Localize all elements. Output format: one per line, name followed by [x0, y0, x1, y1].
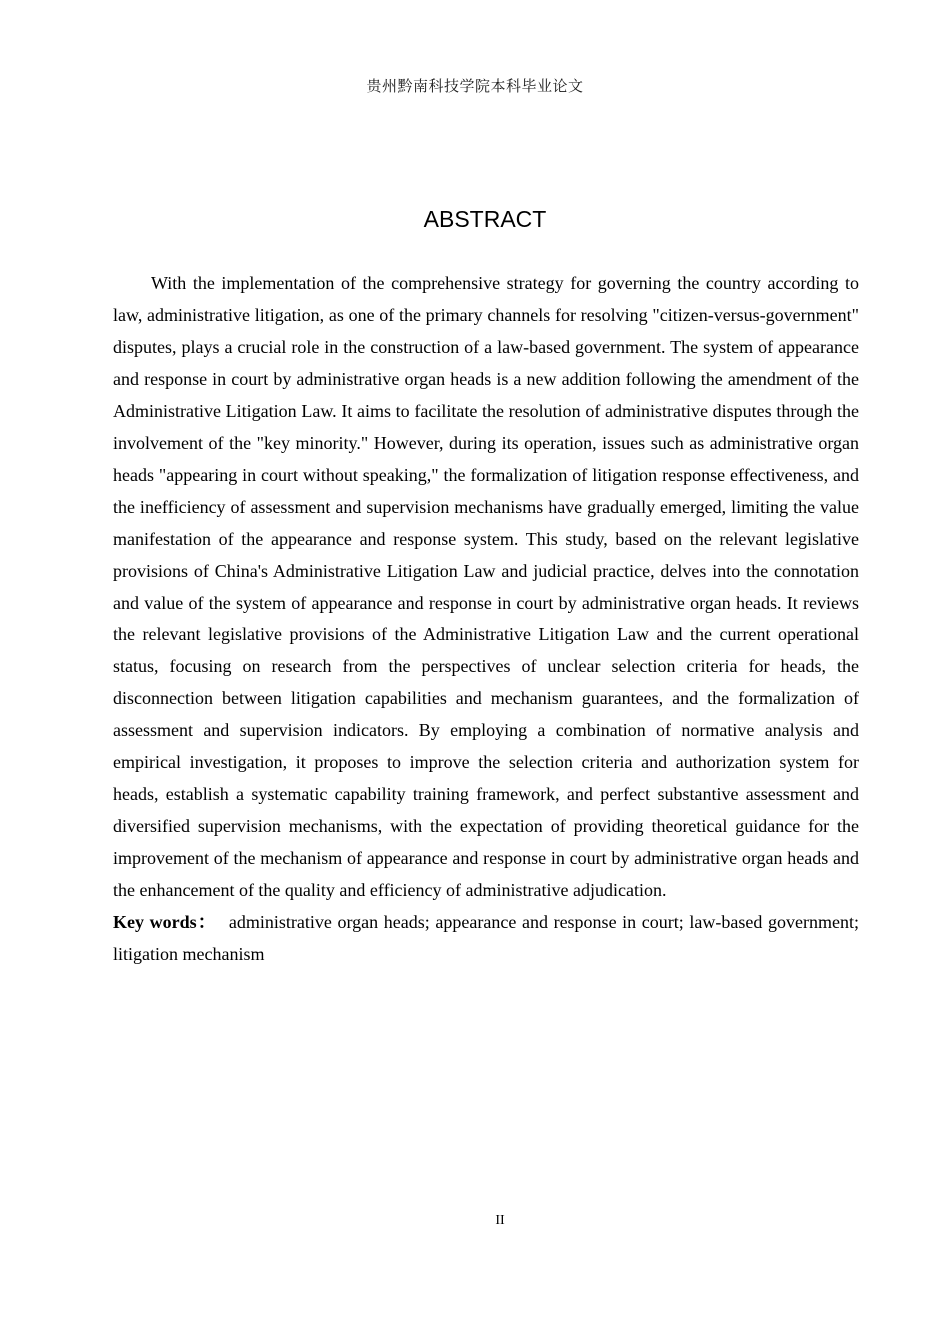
abstract-paragraph: With the implementation of the comprehensive strategy for governing the country according to law, administrative litigation, as one of the primary channels for resolving "citizen-versus-government" disputes, plays a crucial role in the construction of a law-based government. The system of appearance and response in court by administrative organ heads is a new addition following the amendment of the Administrative Litigation Law. It aims to facilitate the resolution of administrative disputes through the involvement of the "key minority." However, during its operation, issues such as administrative organ heads "appearing in court without speaking," the formalization of litigation response effectiveness, and the inefficiency of assessment and supervision mechanisms have gradually emerged, limiting the value manifestation of the appearance and response system. This study, based on the relevant legislative provisions of China's Administrative Litigation Law and judicial practice, delves into the connotation and value of the system of appearance and response in court by administrative organ heads. It reviews the relevant legislative provisions of the Administrative Litigation Law and the current operational status, focusing on research from the perspectives of unclear selection criteria for heads, the disconnection between litigation capabilities and mechanism guarantees, and the formalization of assessment and supervision indicators. By employing a combination of normative analysis and empirical investigation, it proposes to improve the selection criteria and authorization system for heads, establish a systematic capability training framework, and perfect substantive assessment and diversified supervision mechanisms, with the expectation of providing theoretical guidance for the improvement of the mechanism of appearance and response in court by administrative organ heads and the enhancement of the quality and efficiency of administrative adjudication. — [113, 273, 859, 901]
keywords-line — [113, 907, 859, 971]
keywords-text: administrative organ heads; appearance and response in court; law-based government; litigation mechanism — [113, 912, 859, 965]
abstract-title: ABSTRACT — [423, 206, 547, 232]
page-header: 贵州黔南科技学院本科毕业论文 — [366, 77, 584, 95]
keywords-separator: ： — [196, 912, 217, 933]
page-number: II — [495, 1213, 505, 1228]
keywords-label: Key words — [113, 912, 197, 933]
abstract-body — [113, 268, 859, 971]
